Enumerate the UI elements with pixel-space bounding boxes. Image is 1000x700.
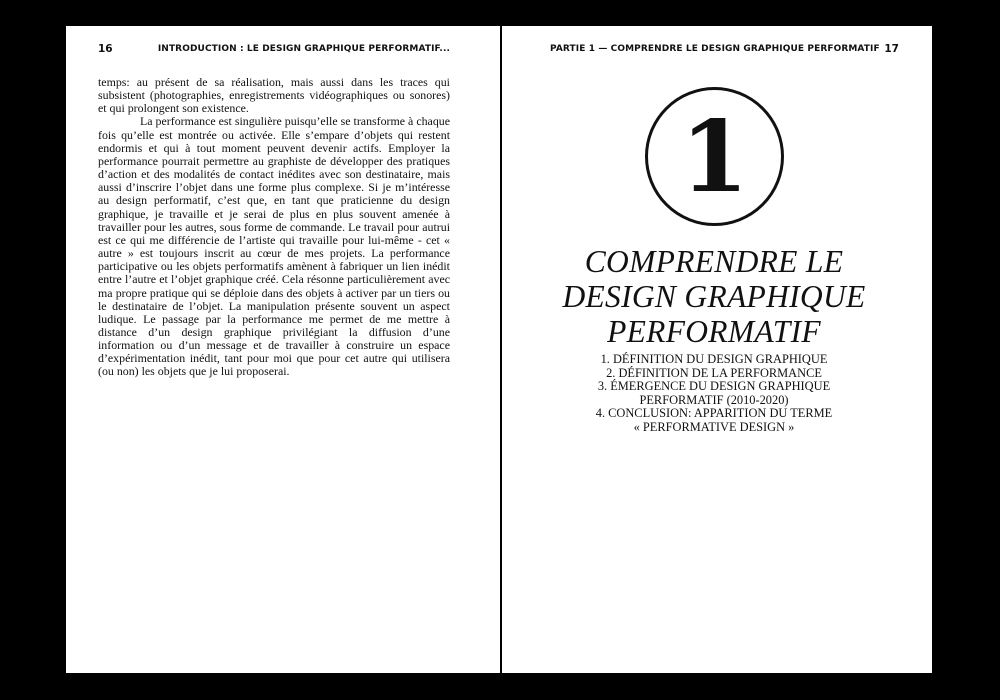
toc-line: 2. DÉFINITION DE LA PERFORMANCE [606, 365, 822, 380]
body-paragraph: temps: au présent de sa réalisation, mais aussi dans les traces qui subsistent (photographies, enregistrements vidéographiques ou sonores) et qui prolongent son existence. [98, 75, 450, 116]
chapter-number-circle [645, 87, 784, 226]
right-page [502, 26, 932, 673]
toc-line: 3. ÉMERGENCE DU DESIGN GRAPHIQUE [597, 379, 831, 394]
page-number: 16 [98, 43, 113, 55]
left-page [66, 26, 500, 673]
chapter-title-line: DESIGN GRAPHIQUE [562, 279, 866, 314]
table-of-contents [562, 353, 866, 435]
chapter-title-line: PERFORMATIF [607, 314, 821, 349]
page-number: 17 [884, 43, 899, 55]
running-head: PARTIE 1 — COMPRENDRE LE DESIGN GRAPHIQUE PERFORMATIF [550, 44, 880, 54]
chapter-title-line: COMPRENDRE LE [584, 244, 844, 279]
toc-line: PERFORMATIF (2010-2020) [639, 392, 789, 407]
toc-line: « PERFORMATIVE DESIGN » [633, 419, 795, 434]
chapter-title [522, 244, 906, 349]
chapter-number: 1 [680, 100, 749, 215]
body-text [98, 76, 450, 379]
body-paragraph: La performance est singulière puisqu’elle se transforme à chaque fois qu’elle est montrée ou activée. Elle s’empare d’objets qui restent endormis et qui à tout moment peuvent devenir actifs. Employer la performance pourrait permettre au graphiste de développer des pratiques d’action et des modalités de contact inédites avec son destinataire, mais aussi d’inscrire l’objet dans une forme plus complexe. Si je m’intéresse au design performatif, c’est que, en tant que praticienne du design graphique, je travaille et je serai de plus en plus souvent amenée à travailler pour les autres, sous forme de commande. Le travail pour autrui est ce qui me différencie de l’artiste qui travaille pour lui-même - cet « autre » est toujours inscrit au cœur de mes projets. La performance participative ou les objets performatifs amènent à fabriquer un lien inédit entre l’autre et l’objet graphique créé. Cela résonne particulièrement avec ma propre pratique qui se déploie dans des objets à activer par un tiers ou le destinataire de l’objet. La manipulation présente souvent un aspect ludique. Le passage par la performance me permet de me mettre à distance d’un design graphique privilégiant la diffusion d’une information ou d’un message et de travailler à construire un espace d’expérimentation inédit, tant pour moi que pour cet autre qui utilisera (ou non) les objets que je lui proposerai. [98, 114, 450, 379]
running-head: INTRODUCTION : LE DESIGN GRAPHIQUE PERFORMATIF... [157, 44, 450, 54]
toc-line: 1. DÉFINITION DU DESIGN GRAPHIQUE [600, 352, 828, 366]
toc-line: 4. CONCLUSION: APPARITION DU TERME [595, 406, 833, 421]
